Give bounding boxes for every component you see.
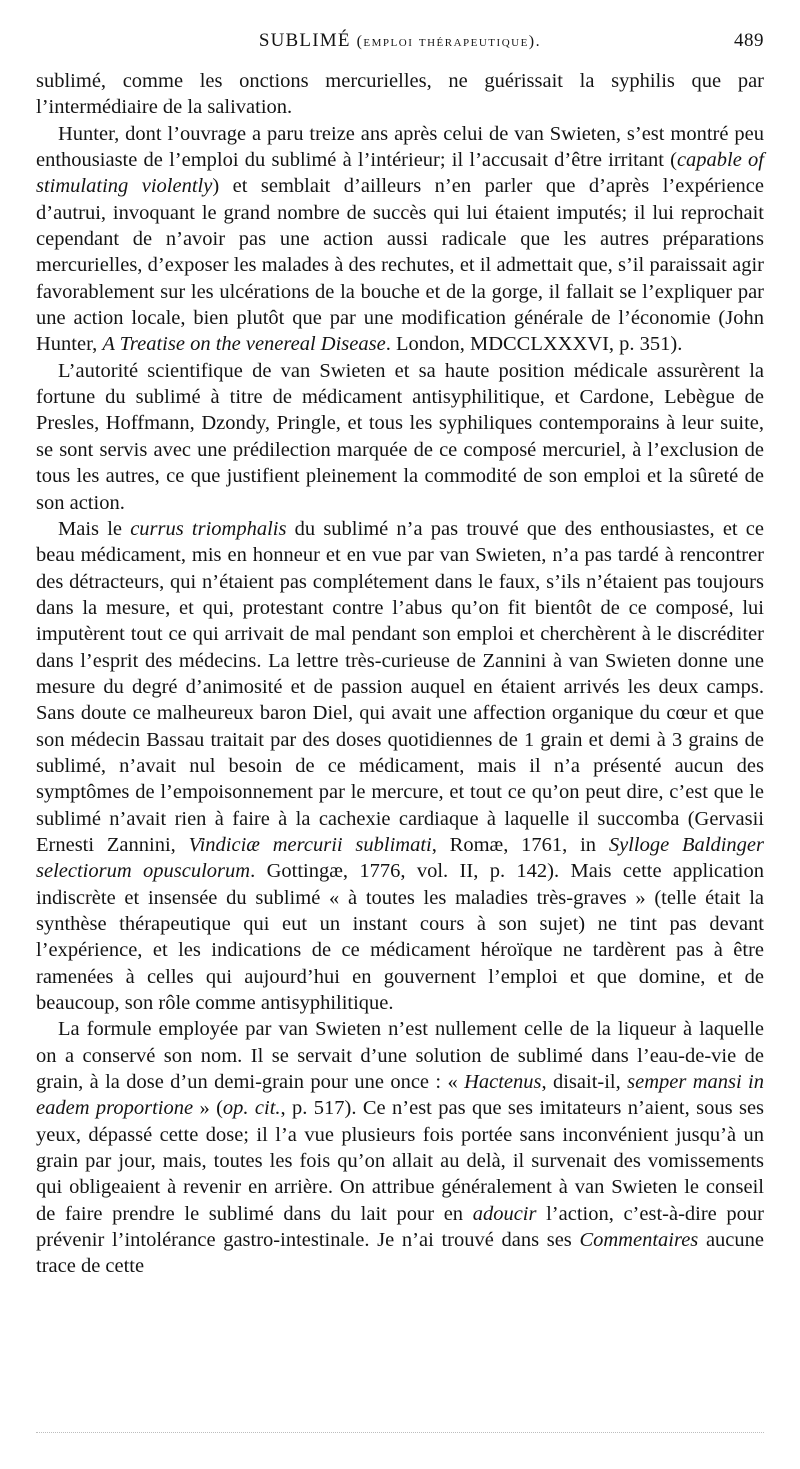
text-run: Hunter, dont l’ouvrage a paru treize ans après celui de van Swieten, s’est montré peu enthousiaste de l’emploi du sublimé à l’intérieur; il l’accusait d’être irritant ( bbox=[36, 122, 764, 172]
page-number: 489 bbox=[734, 30, 764, 51]
paragraph bbox=[36, 358, 764, 516]
text-run: . Gottingæ, 1776, vol. II, p. 142). Mais cette application indiscrète et insensée du sublimé « à toutes les maladies très-graves » (telle était la synthèse thérapeutique qui eut un instant cours à son sujet) ne tint pas devant l’expérience, et les indications de ce médicament héroïque ne tardèrent pas à être ramenées à celles qui aujourd’hui en gouvernent l’emploi et que domine, et de beaucoup, son rôle comme antisyphilitique. bbox=[36, 860, 765, 1015]
running-title-subtitle: (emploi thérapeutique). bbox=[356, 33, 542, 50]
italic-text: Commentaires bbox=[579, 1229, 699, 1252]
text-run: La formule employée par van Swieten n’est nullement celle de la liqueur à laquelle on a conservé son nom. Il se servait d’une solution de sublimé dans l’eau-de-vie de grain, à la dose d’un demi-grain pour une once : « bbox=[36, 1018, 764, 1094]
running-header bbox=[36, 30, 764, 60]
running-title-main: SUBLIMÉ bbox=[258, 30, 351, 51]
running-title bbox=[36, 30, 764, 52]
italic-text: semper mansi in eadem proportione bbox=[36, 1071, 764, 1120]
text-run: , disait-il, bbox=[541, 1071, 628, 1094]
paragraph bbox=[36, 516, 764, 1017]
italic-text: Vindiciæ mercurii sublimati bbox=[188, 833, 432, 856]
italic-text: capable of stimulating violently bbox=[36, 149, 765, 198]
italic-text: currus triomphalis bbox=[130, 517, 287, 540]
text-run: aucune trace de cette bbox=[36, 1229, 764, 1278]
italic-text: op. cit. bbox=[222, 1097, 281, 1120]
paragraph bbox=[36, 68, 764, 121]
footer-rule bbox=[36, 1432, 764, 1433]
paragraph bbox=[36, 1016, 764, 1279]
body-text bbox=[36, 68, 764, 1280]
text-run: , p. 517). Ce n’est pas que ses imitateurs n’aient, sous ses yeux, dépassé cette dose; il l’a vue plusieurs fois portée sans inconvénient jusqu’à un grain par jour, mais, toutes les fois qu’on allait au delà, il survenait des vomissements qui obligeaient à revenir en arrière. On attribue généralement à van Swieten le conseil de faire prendre le sublimé dans du lait pour en bbox=[36, 1097, 765, 1225]
text-run: . London, MDCCLXXXVI, p. 351). bbox=[385, 333, 683, 356]
text-run: du sublimé n’a pas trouvé que des enthousiastes, et ce beau médicament, mis en honneur et en vue par van Swieten, n’a pas tardé à rencontrer des détracteurs, qui n’étaient pas complétement dans le faux, s’ils n’étaient pas toujours dans la mesure, et qui, protestant contre l’abus qu’on fit bientôt de ce composé, lui imputèrent tout ce qui arrivait de mal pendant son emploi et cherchèrent à le discréditer dans l’esprit des médecins. La lettre très-curieuse de Zannini à van Swieten donne une mesure du degré d’animosité et de passion auquel en étaient arrivés les deux camps. Sans doute ce malheureux baron Diel, qui avait une affection organique du cœur et que son médecin Bassau traitait par des doses quotidiennes de 1 grain et demi à 3 grains de sublimé, n’avait nul besoin de ce médicament, mais il n’a présenté aucun des symptômes de l’empoisonnement par le mercure, et tout ce qu’on peut dire, c’est que le sublimé n’avait rien à faire à la cachexie cardiaque à laquelle il succomba (Gervasii Ernesti Zannini, bbox=[36, 517, 764, 856]
text-run: l’action, c’est-à-dire pour prévenir l’intolérance gastro-intestinale. Je n’ai trouvé dans ses bbox=[36, 1202, 764, 1252]
text-run: Mais le bbox=[58, 517, 131, 540]
text-run: L’autorité scientifique de van Swieten et sa haute position médicale assurèrent la fortune du sublimé à titre de médicament antisyphilitique, et Cardone, Lebègue de Presles, Hoffmann, Dzondy, Pringle, et tous les syphiliques contemporains à leur suite, se sont servis avec une prédilection marquée de ce composé mercuriel, à l’exclusion de tous les autres, ce que justifient pleinement la commodité de son emploi et la sûreté de son action. bbox=[36, 359, 764, 514]
italic-text: Hactenus bbox=[464, 1071, 542, 1094]
text-run: » ( bbox=[193, 1097, 223, 1120]
text-run: sublimé, comme les onctions mercurielles, ne guérissait la syphilis que par l’intermédiaire de la salivation. bbox=[36, 70, 764, 119]
paragraph bbox=[36, 121, 764, 358]
italic-text: A Treatise on the venereal Disease bbox=[102, 333, 386, 356]
text-run: ) et semblait d’ailleurs n’en parler que d’après l’expérience d’autrui, invoquant le grand nombre de succès qui lui étaient imputés; il lui reprochait cependant de n’avoir pas une action aussi radicale que les autres préparations mercurielles, d’exposer les malades à des rechutes, et il admettait que, s’il paraissait agir favorablement sur les ulcérations de la bouche et de la gorge, il fallait se l’expliquer par une action locale, bien plutôt que par une modification générale de l’économie (John Hunter, bbox=[36, 175, 764, 356]
text-run: , Romæ, 1761, in bbox=[431, 833, 609, 856]
italic-text: adoucir bbox=[472, 1202, 537, 1225]
italic-text: Sylloge Baldinger selectiorum opusculorum bbox=[36, 833, 764, 883]
